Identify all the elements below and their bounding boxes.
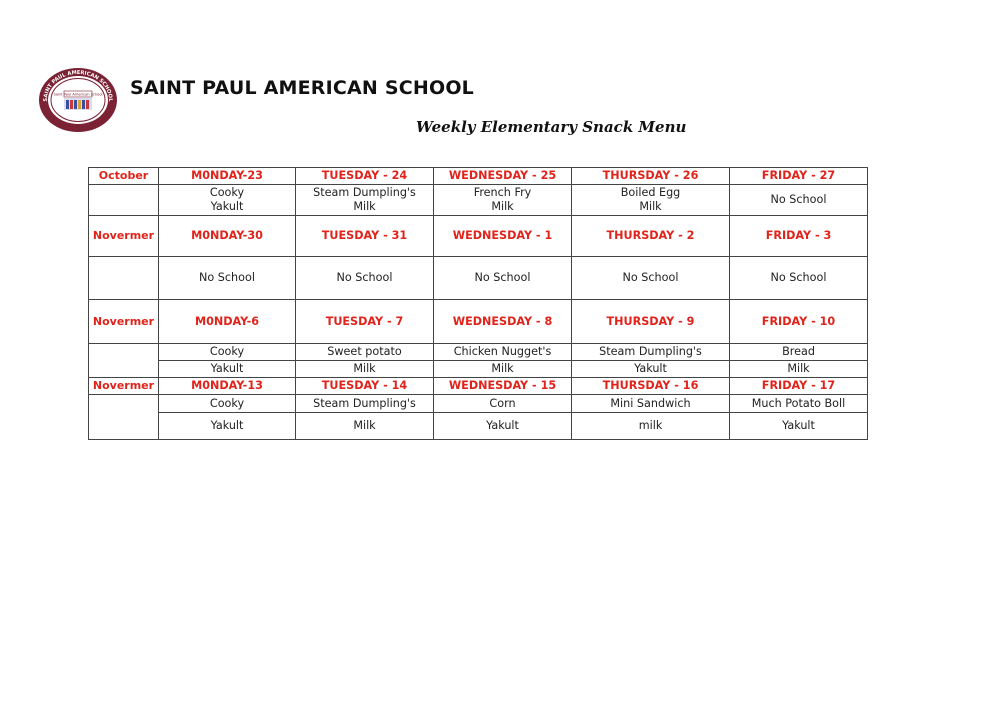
- empty-cell: [89, 185, 159, 216]
- snack-cell: Cooky: [159, 344, 296, 361]
- snack-cell: Yakult: [159, 361, 296, 378]
- snack-cell: Milk: [730, 361, 868, 378]
- snack-cell: Yakult: [730, 413, 868, 440]
- snack-cell: Cooky Yakult: [159, 185, 296, 216]
- snack-cell: Much Potato Boll: [730, 395, 868, 413]
- day-header: M0NDAY-6: [159, 300, 296, 344]
- week-4-header-row: [89, 378, 868, 395]
- week-3-snack-row-1: [89, 344, 868, 361]
- empty-cell: [89, 257, 159, 300]
- day-header: WEDNESDAY - 15: [434, 378, 572, 395]
- snack-cell: No School: [434, 257, 572, 300]
- week-1-snack-row: [89, 185, 868, 216]
- week-4-snack-row-2: [89, 413, 868, 440]
- snack-cell: No School: [159, 257, 296, 300]
- day-header: TUESDAY - 14: [296, 378, 434, 395]
- snack-cell: Sweet potato: [296, 344, 434, 361]
- day-header: THURSDAY - 2: [572, 216, 730, 257]
- snack-cell: Yakult: [434, 413, 572, 440]
- snack-cell: Chicken Nugget's: [434, 344, 572, 361]
- school-name: SAINT PAUL AMERICAN SCHOOL: [130, 77, 474, 99]
- snack-cell: No School: [572, 257, 730, 300]
- day-header: FRIDAY - 27: [730, 168, 868, 185]
- snack-cell: Steam Dumpling's Milk: [296, 185, 434, 216]
- week-3-snack-row-2: [89, 361, 868, 378]
- day-header: M0NDAY-13: [159, 378, 296, 395]
- day-header: WEDNESDAY - 25: [434, 168, 572, 185]
- snack-cell: milk: [572, 413, 730, 440]
- svg-text:SAINT PAUL AMERICAN SCHOOL: SAINT PAUL AMERICAN SCHOOL: [42, 69, 114, 102]
- day-header: THURSDAY - 9: [572, 300, 730, 344]
- snack-cell: Yakult: [572, 361, 730, 378]
- day-header: FRIDAY - 17: [730, 378, 868, 395]
- day-header: THURSDAY - 16: [572, 378, 730, 395]
- snack-cell: Mini Sandwich: [572, 395, 730, 413]
- week-2-header-row: [89, 216, 868, 257]
- day-header: TUESDAY - 31: [296, 216, 434, 257]
- snack-cell: Cooky: [159, 395, 296, 413]
- menu-subtitle: Weekly Elementary Snack Menu: [416, 118, 687, 136]
- day-header: WEDNESDAY - 8: [434, 300, 572, 344]
- snack-cell: Milk: [296, 361, 434, 378]
- snack-cell: No School: [730, 257, 868, 300]
- snack-cell: Corn: [434, 395, 572, 413]
- day-header: THURSDAY - 26: [572, 168, 730, 185]
- day-header: TUESDAY - 7: [296, 300, 434, 344]
- month-label: Novermer: [89, 378, 159, 395]
- week-3-header-row: [89, 300, 868, 344]
- day-header: FRIDAY - 10: [730, 300, 868, 344]
- snack-cell: Steam Dumpling's: [572, 344, 730, 361]
- snack-cell: Yakult: [159, 413, 296, 440]
- day-header: TUESDAY - 24: [296, 168, 434, 185]
- empty-cell: [89, 344, 159, 378]
- snack-menu-table: [88, 167, 868, 440]
- day-header: M0NDAY-23: [159, 168, 296, 185]
- month-label: Novermer: [89, 216, 159, 257]
- day-header: M0NDAY-30: [159, 216, 296, 257]
- snack-cell: French Fry Milk: [434, 185, 572, 216]
- snack-cell: Boiled Egg Milk: [572, 185, 730, 216]
- week-2-snack-row: [89, 257, 868, 300]
- snack-cell: Milk: [434, 361, 572, 378]
- month-label: October: [89, 168, 159, 185]
- svg-text:Saint Paul American School: Saint Paul American School: [53, 92, 103, 97]
- month-label: Novermer: [89, 300, 159, 344]
- week-1-header-row: [89, 168, 868, 185]
- snack-cell: Bread: [730, 344, 868, 361]
- school-logo: [38, 67, 118, 133]
- snack-cell: Milk: [296, 413, 434, 440]
- snack-cell: No School: [730, 185, 868, 216]
- empty-cell: [89, 395, 159, 440]
- day-header: WEDNESDAY - 1: [434, 216, 572, 257]
- week-4-snack-row-1: [89, 395, 868, 413]
- day-header: FRIDAY - 3: [730, 216, 868, 257]
- snack-cell: No School: [296, 257, 434, 300]
- snack-cell: Steam Dumpling's: [296, 395, 434, 413]
